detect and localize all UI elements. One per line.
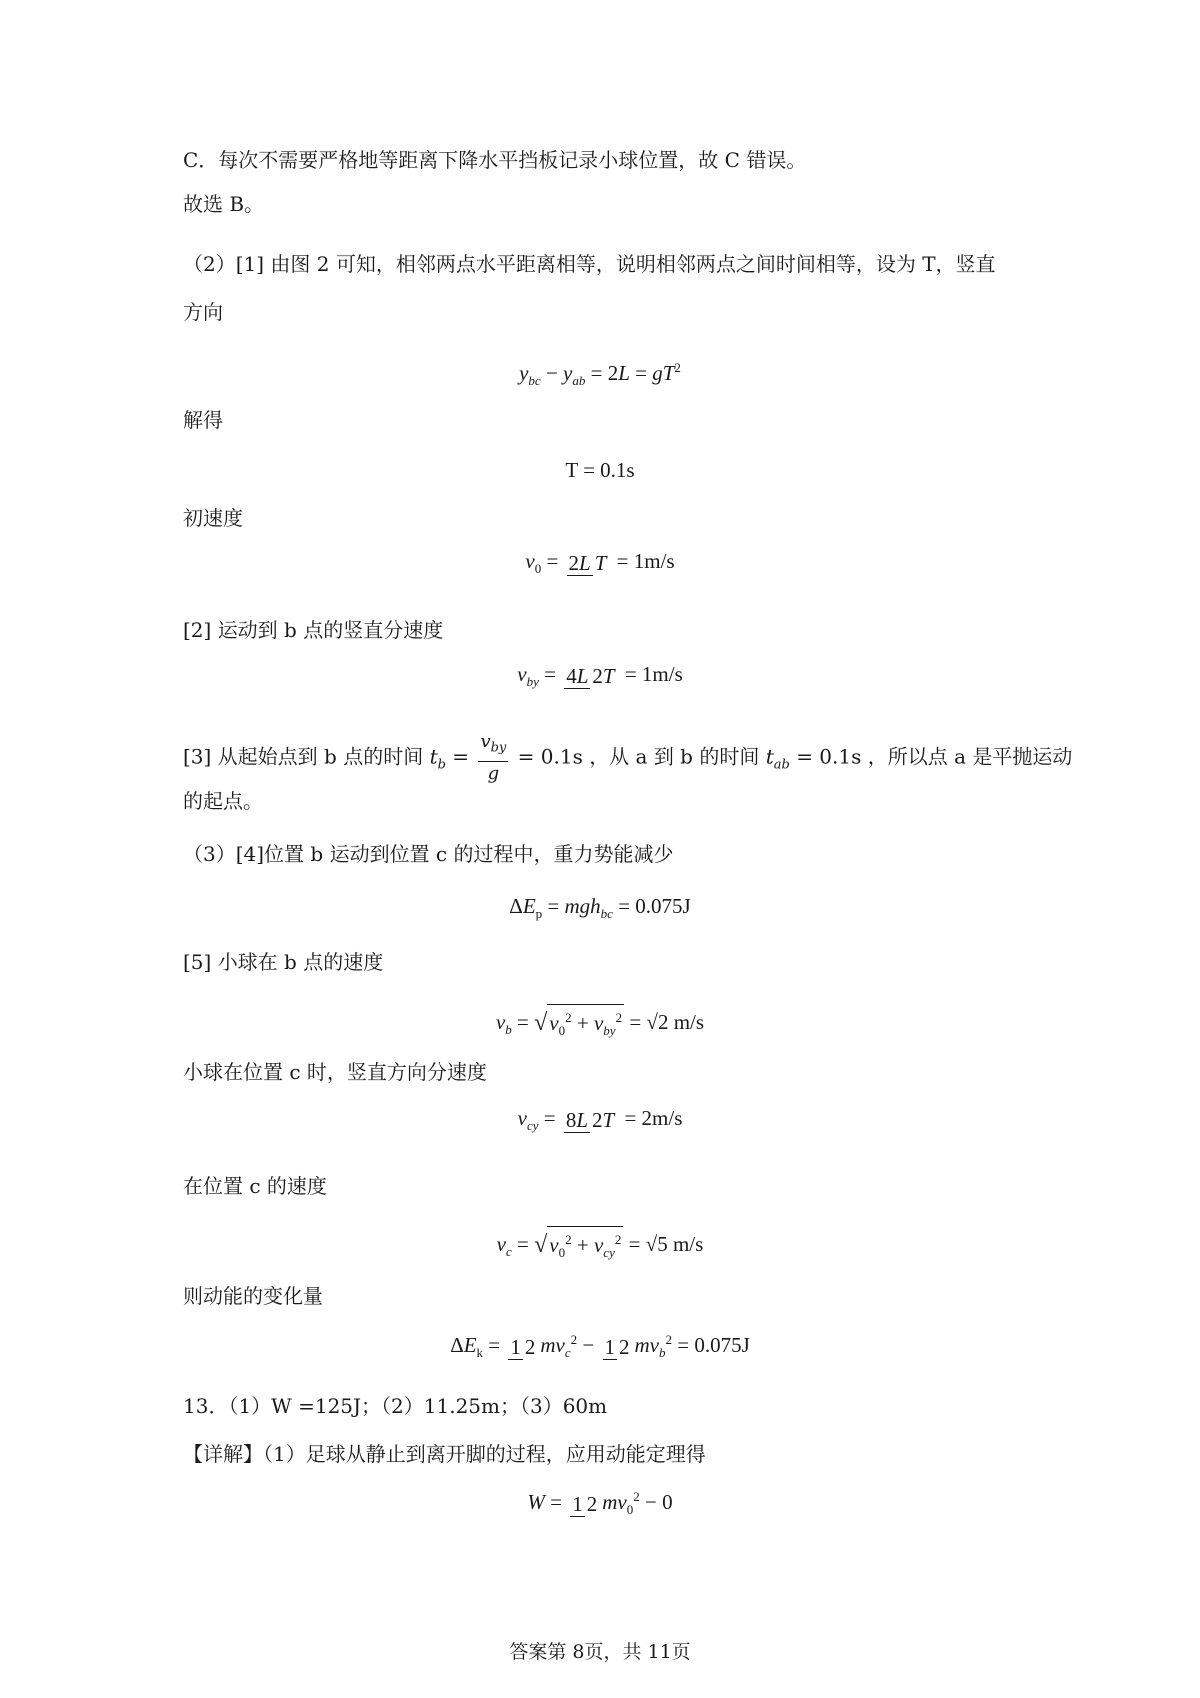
equation-vc: $v_c = √v_0^2 + v_{cy}^2 = √5$ m/s (0, 1226, 1200, 1266)
page-footer: 答案第 8页，共 11页 (509, 1641, 691, 1663)
inline-tb-value: = 0.1s (517, 744, 583, 769)
equation-vcy: $v_{cy} = 8L$ 2T = 2m/s (517, 1106, 683, 1134)
equation-period-relation: $y_{bc} - y_{ab} = 2L = gT^2$ (519, 360, 681, 389)
time-text-a: [3] 从起始点到 b 点的时间 (183, 744, 424, 769)
text-line-solve: 解得 (183, 408, 223, 432)
text-line-start-point: 的起点。 (183, 789, 263, 813)
eq-ke-rhs: = 0.075J (677, 1333, 750, 1357)
text-line-option-c: C．每次不需要严格地等距离下降水平挡板记录小球位置，故 C 错误。 (183, 148, 807, 172)
text-line-b-speed: [5] 小球在 b 点的速度 (183, 950, 384, 974)
text-line-c-speed: 在位置 c 的速度 (183, 1174, 327, 1198)
time-text-c: ，所以点 a 是平抛运动 (867, 744, 1073, 769)
text-line-b-vertical-velocity: [2] 运动到 b 点的竖直分速度 (183, 618, 444, 642)
equation-initial-velocity: $v_0 = 2L$ T = 1m/s (525, 549, 675, 577)
eq-vcy-rhs: = 2m/s (624, 1106, 683, 1130)
eq-vb-rhs: = √2 m/s (629, 1009, 705, 1034)
text-line-detailed-explanation: 【详解】（1）足球从静止到离开脚的过程，应用动能定理得 (183, 1442, 706, 1466)
equation-kinetic-energy: $\Delta E_k = 1$ 2 $mv_c^2 - 1$ 2 $mv_b^2 = 0.075J$ (450, 1332, 750, 1361)
text-line-part2-intro: （2）[1] 由图 2 可知，相邻两点水平距离相等，说明相邻两点之间时间相等，设为 T，竖直 (183, 252, 996, 276)
equation-vb: $v_b = √v_0^2 + v_{by}^2 = √2$ m/s (0, 1004, 1200, 1044)
inline-tab-value: = 0.1s (796, 744, 862, 769)
text-line-kinetic-change: 则动能的变化量 (183, 1284, 323, 1308)
text-line-c-vertical: 小球在位置 c 时，竖直方向分速度 (183, 1060, 487, 1084)
text-line-direction: 方向 (183, 300, 223, 324)
time-text-b: ，从 a 到 b 的时间 (589, 744, 760, 769)
text-line-part3-intro: （3）[4]位置 b 运动到位置 c 的过程中，重力势能减少 (183, 842, 674, 866)
equation-period-value: T = 0.1s (565, 458, 635, 482)
text-line-initial-velocity: 初速度 (183, 506, 243, 530)
eq-vc-rhs: = √5 m/s (628, 1231, 704, 1256)
eq-initial-velocity-rhs: = 1m/s (616, 549, 675, 573)
equation-vby: $v_{by} = 4L$ 2T = 1m/s (517, 662, 683, 690)
eq-vby-rhs: = 1m/s (624, 662, 683, 686)
equation-work: W = 1 2 $mv_0^2 - 0$ (527, 1489, 673, 1518)
eq-work-rhs: − 0 (645, 1490, 673, 1514)
text-line-choice: 故选 B。 (183, 192, 265, 216)
text-line-q13-answers: 13．（1）W =125J；（2）11.25m；（3）60m (183, 1394, 608, 1418)
text-line-time-from-start: [3] 从起始点到 b 点的时间 $t_b$ = $\frac{v_{by}}{g}$ = 0.1s ，从 a 到 b 的时间 $t_{ab} = 0.1s$ ，所以点 a 是平抛运动 (183, 731, 1073, 784)
equation-potential-energy: $\Delta E_p = mgh_{bc} = 0.075J$ (509, 894, 691, 922)
